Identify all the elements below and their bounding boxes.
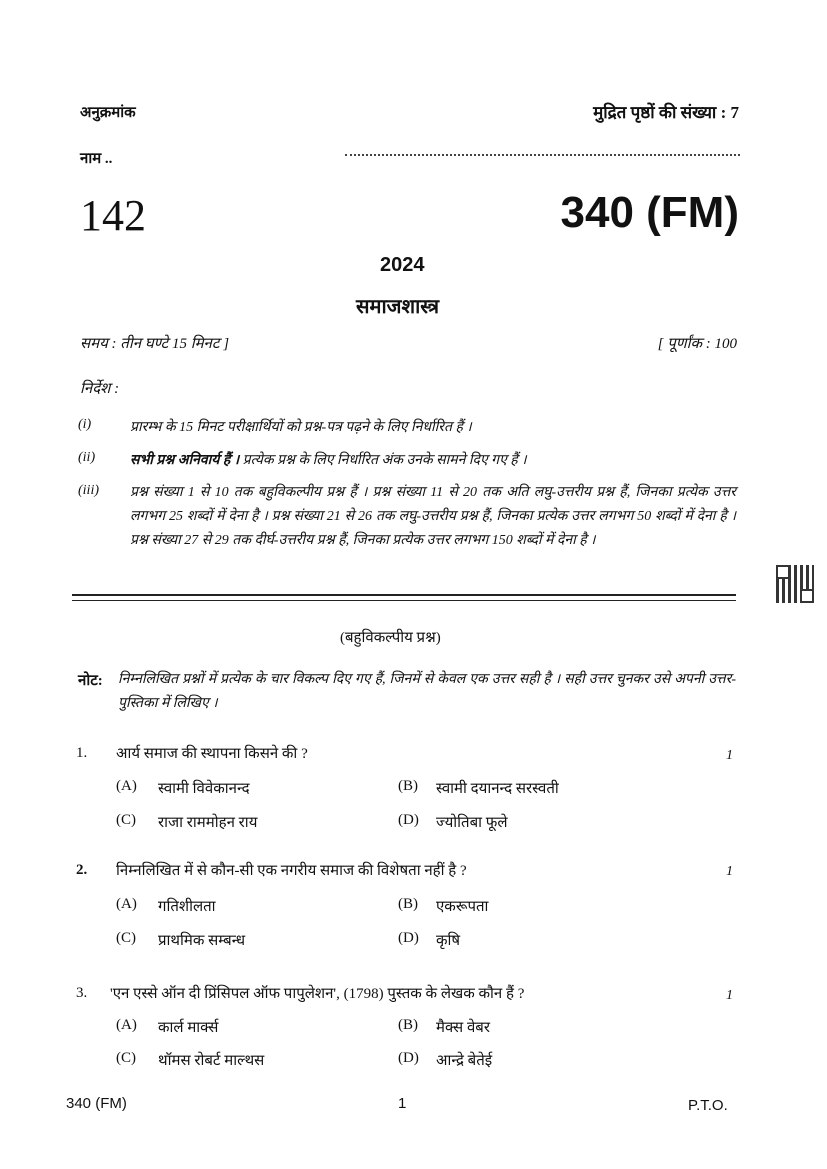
instruction-bold: सभी प्रश्न अनिवार्य हैं । <box>130 453 240 468</box>
instruction-text: प्रश्न संख्या 1 से 10 तक बहुविकल्पीय प्रश्न हैं । प्रश्न संख्या 11 से 20 तक अति लघु-उत्तरीय प्रश्न हैं, जिनका प्रत्येक उत्तर लगभग 25 शब्दों में देना है । प्रश्न संख्या 21 से 26 तक लघु-उत्तरीय प्रश्न हैं, जिनका प्रत्येक उत्तर लगभग 50 शब्दों में देना है । प्रश्न संख्या 27 से 29 तक दीर्घ-उत्तरीय प्रश्न हैं, जिनका प्रत्येक उत्तर लगभग 150 शब्दों में देना है । <box>130 485 736 548</box>
instruction-text <box>130 450 527 469</box>
page-number: 1 <box>398 1095 407 1112</box>
time-allowed: समय : तीन घण्टे 15 मिनट ] <box>80 336 230 352</box>
pto-label: P.T.O. <box>688 1097 728 1114</box>
option-text: मैक्स वेबर <box>436 1020 490 1036</box>
serial-number: 142 <box>80 191 146 240</box>
subject-title: समाजशास्त्र <box>356 296 440 318</box>
footer-paper-code: 340 (FM) <box>66 1095 127 1112</box>
option-text: कार्ल मार्क्स <box>158 1020 219 1036</box>
option-text: स्वामी दयानन्द सरस्वती <box>436 781 559 797</box>
option-label: (C) <box>116 930 136 946</box>
question-number: 3. <box>76 985 88 1001</box>
option-label: (A) <box>116 778 137 794</box>
option-label: (B) <box>398 896 418 912</box>
option-text: गतिशीलता <box>158 899 216 915</box>
question-text: आर्य समाज की स्थापना किसने की ? <box>116 746 308 762</box>
option-text: ज्योतिबा फूले <box>436 815 508 831</box>
option-text: राजा राममोहन राय <box>158 815 258 831</box>
exam-year: 2024 <box>380 254 425 276</box>
name-dotted-line <box>345 154 740 156</box>
option-label: (B) <box>398 778 418 794</box>
max-marks: [ पूर्णांक : 100 <box>657 336 737 352</box>
option-text: स्वामी विवेकानन्द <box>158 781 250 797</box>
option-text: प्राथमिक सम्बन्ध <box>158 933 246 949</box>
instruction-rest: प्रत्येक प्रश्न के लिए निर्धारित अंक उनके सामने दिए गए हैं । <box>239 453 527 468</box>
option-label: (C) <box>116 1050 136 1066</box>
option-text: थॉमस रोबर्ट माल्थस <box>158 1053 265 1069</box>
question-marks: 1 <box>726 864 733 879</box>
paper-code: 340 (FM) <box>560 188 739 237</box>
instruction-num: (iii) <box>78 483 99 498</box>
option-label: (A) <box>116 896 137 912</box>
note-text: निम्नलिखित प्रश्नों में प्रत्येक के चार विकल्प दिए गए हैं, जिनमें से केवल एक उत्तर सही है । सही उत्तर चुनकर उसे अपनी उत्तर-पुस्तिका में लिखिए । <box>118 672 736 711</box>
option-label: (D) <box>398 812 419 828</box>
option-text: एकरूपता <box>436 899 489 915</box>
qr-code <box>776 565 814 603</box>
question-marks: 1 <box>726 988 733 1003</box>
option-label: (D) <box>398 1050 419 1066</box>
instruction-num: (i) <box>78 417 92 432</box>
question-marks: 1 <box>726 748 733 763</box>
roll-number-label: अनुक्रमांक <box>80 105 136 121</box>
question-text: 'एन एस्से ऑन दी प्रिंसिपल ऑफ पापुलेशन', (1798) पुस्तक के लेखक कौन हैं ? <box>110 986 525 1002</box>
section-title: (बहुविकल्पीय प्रश्न) <box>340 630 441 646</box>
name-label: नाम .. <box>80 151 113 167</box>
option-label: (C) <box>116 812 136 828</box>
instruction-num: (ii) <box>78 450 96 465</box>
option-text: कृषि <box>436 933 461 949</box>
option-label: (D) <box>398 930 419 946</box>
question-text: निम्नलिखित में से कौन-सी एक नगरीय समाज की विशेषता नहीं है ? <box>116 863 467 879</box>
option-text: आन्द्रे बेतेई <box>436 1053 493 1069</box>
question-number: 1. <box>76 745 88 761</box>
instruction-text: प्रारम्भ के 15 मिनट परीक्षार्थियों को प्रश्न-पत्र पढ़ने के लिए निर्धारित हैं । <box>130 420 472 435</box>
option-label: (B) <box>398 1017 418 1033</box>
instructions-title: निर्देश : <box>80 381 120 397</box>
option-label: (A) <box>116 1017 137 1033</box>
printed-pages-count: मुद्रित पृष्ठों की संख्या : 7 <box>593 103 739 122</box>
question-number: 2. <box>76 862 88 878</box>
note-label: नोट: <box>78 673 103 689</box>
